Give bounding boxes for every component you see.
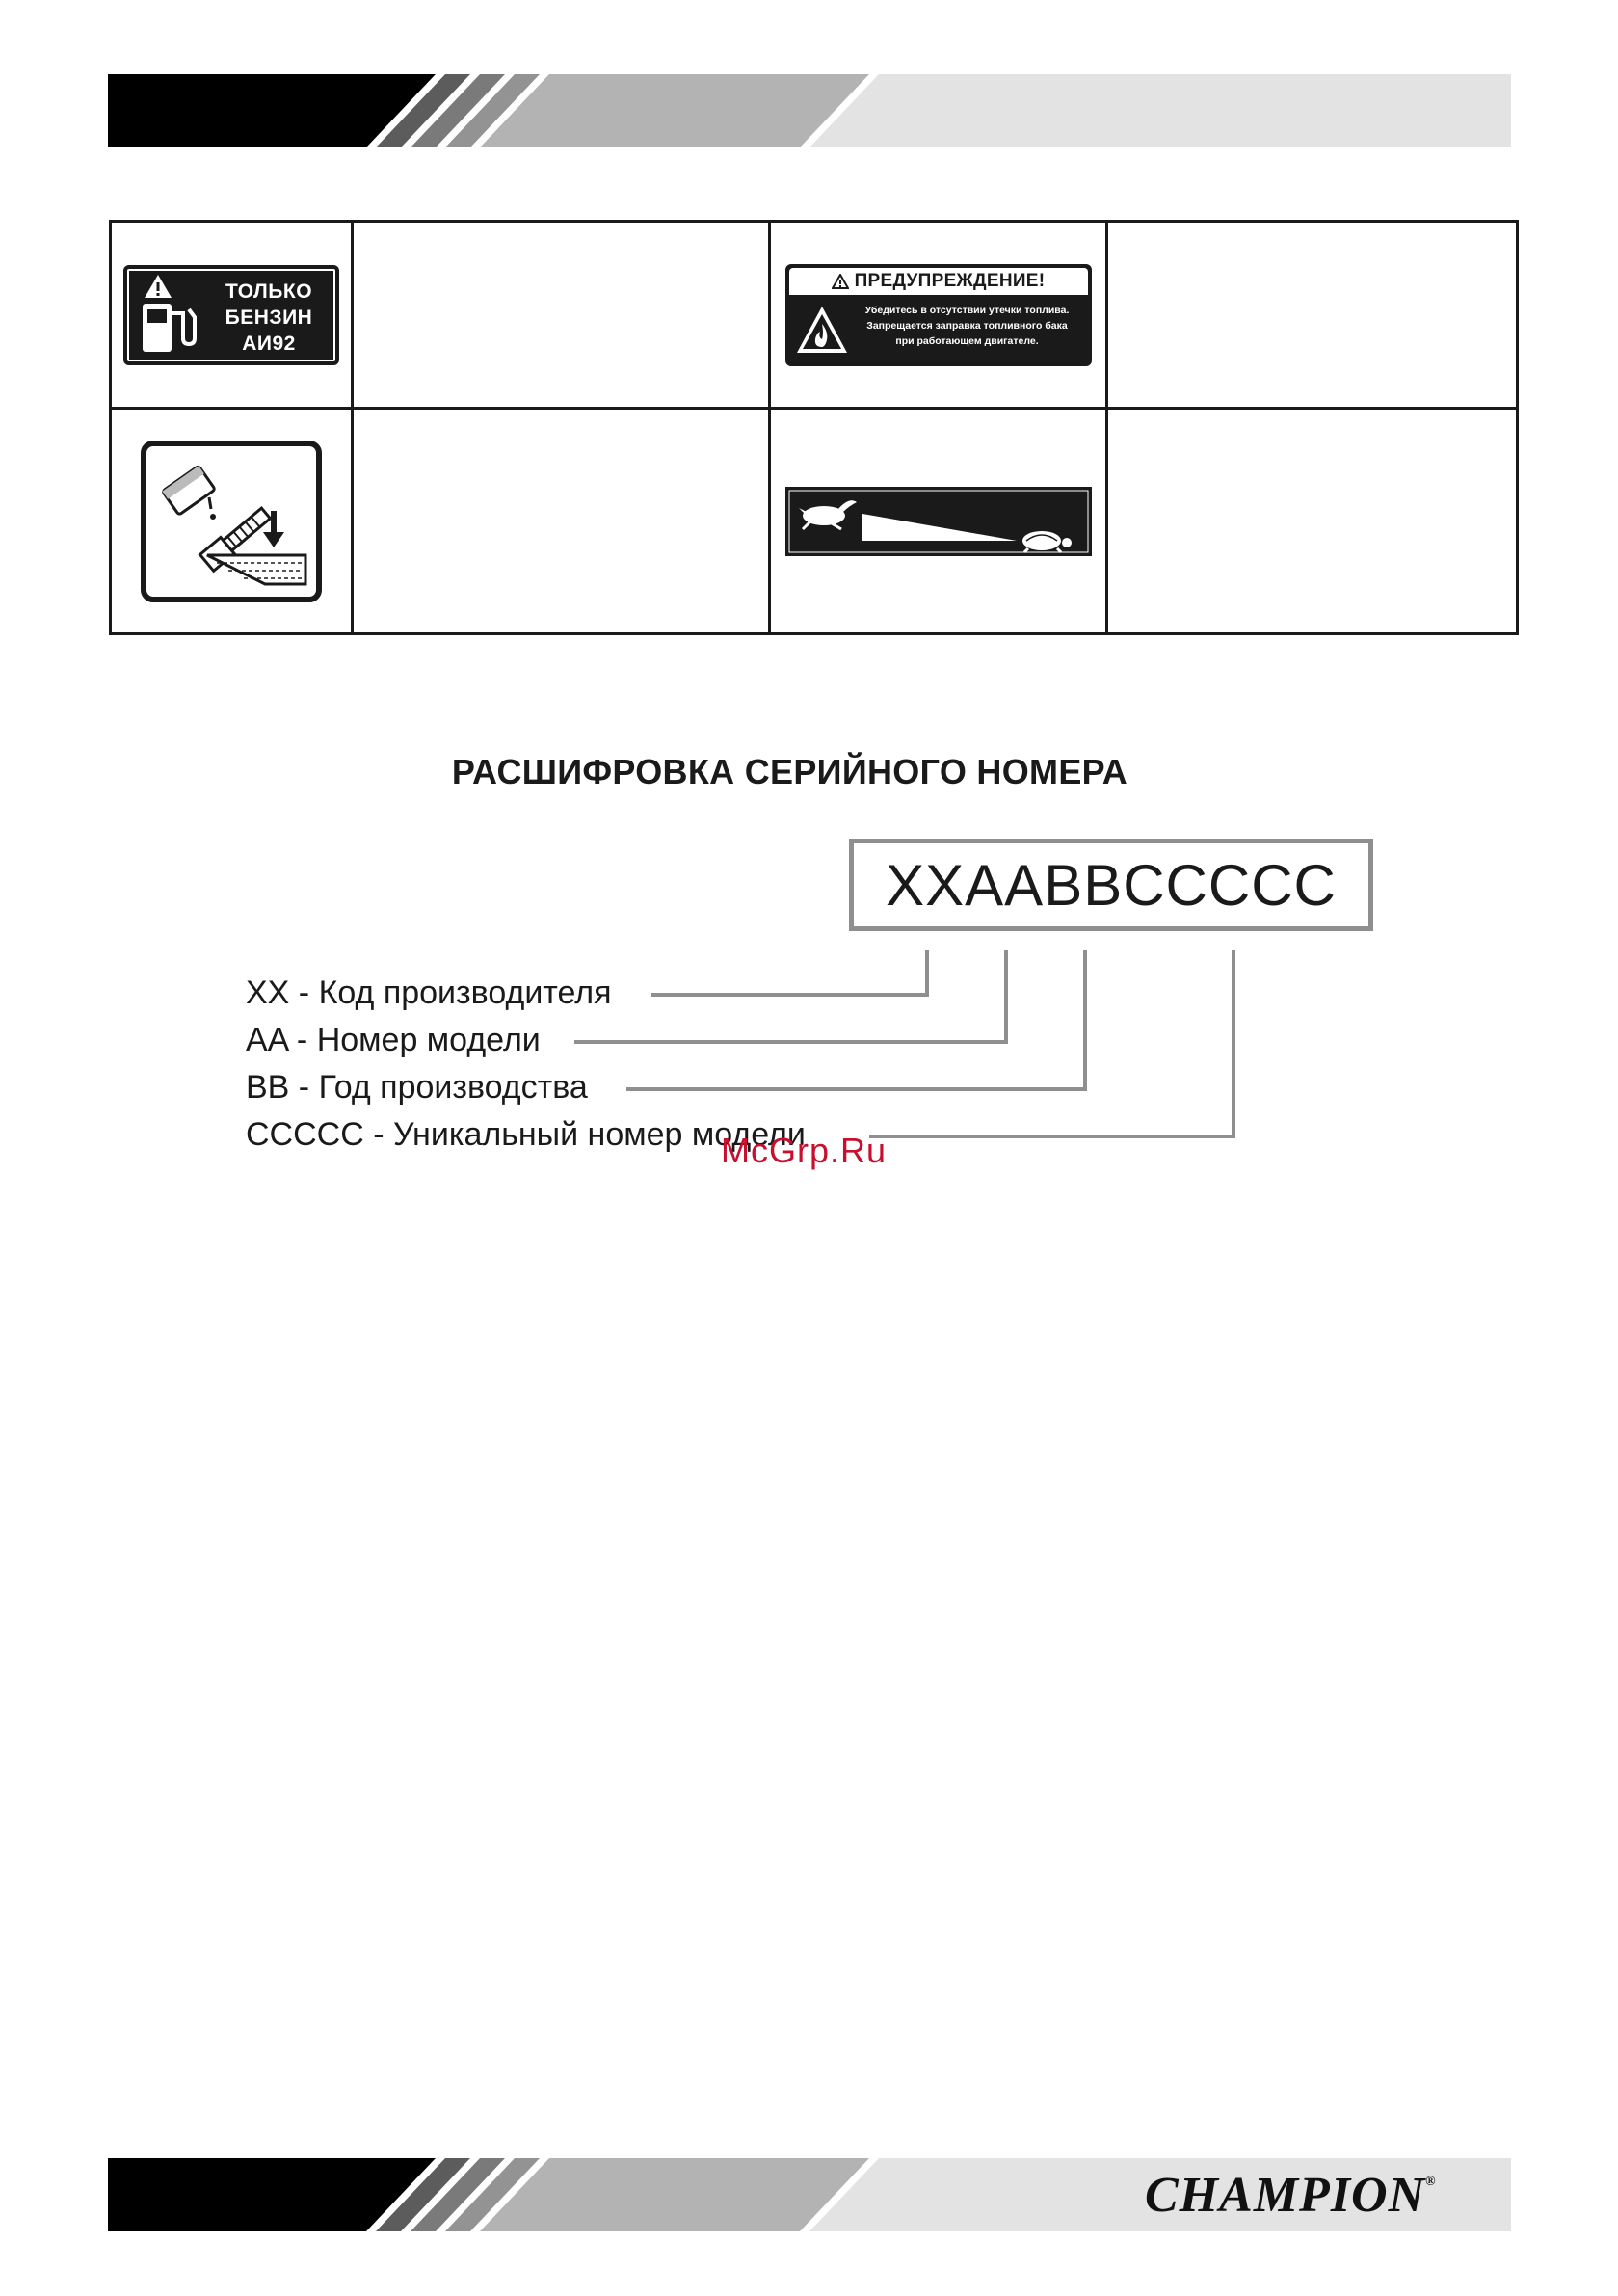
serial-legend-manufacturer: XX - Код производителя [246, 974, 612, 1011]
serial-code: XXAABBCCCCC [886, 852, 1337, 918]
warning-text-line2: Запрещается заправка топливного бака [866, 319, 1068, 332]
fuel-label-line3: АИ92 [242, 332, 296, 355]
warning-heading: ПРЕДУПРЕЖДЕНИЕ! [854, 270, 1046, 291]
warning-text-line1: Убедитесь в отсутствии утечки топлива. [864, 304, 1070, 316]
safety-labels-table [109, 220, 1519, 635]
throttle-speed-label [785, 487, 1092, 556]
header-band [108, 74, 1511, 147]
fuel-label-line1: ТОЛЬКО [225, 280, 313, 303]
fuel-label-line2: БЕНЗИН [225, 306, 313, 329]
fuel-label-cell [111, 222, 353, 409]
fuel-warning-label [785, 264, 1092, 366]
warning-label-description-cell [1107, 222, 1518, 409]
oil-label-description-cell [353, 409, 770, 634]
speed-label-description-cell [1107, 409, 1518, 634]
serial-legend-year: BB - Год производства [246, 1069, 588, 1106]
fuel-pump-icon [135, 275, 204, 356]
oil-label-cell [111, 409, 353, 634]
warning-label-cell [770, 222, 1107, 409]
brand-name: CHAMPION [1145, 2168, 1426, 2223]
warning-triangle-icon [832, 274, 849, 289]
warning-text-line3: при работающем двигателе. [895, 334, 1039, 347]
fuel-label-description-cell [353, 222, 770, 409]
serial-section-title: РАСШИФРОВКА СЕРИЙНОГО НОМЕРА [451, 752, 1128, 791]
serial-legend-unique: CCCCC - Уникальный номер модели [246, 1116, 806, 1153]
serial-code-box [849, 839, 1373, 931]
fuel-only-label [123, 265, 339, 365]
brand-logo [1145, 2167, 1437, 2224]
flame-warning-icon [795, 305, 849, 357]
watermark: McGrp.Ru [721, 1131, 888, 1170]
registered-mark: ® [1425, 2175, 1437, 2189]
serial-legend-model: AA - Номер модели [246, 1022, 541, 1058]
speed-label-cell [770, 409, 1107, 634]
oil-fill-level-icon [140, 440, 323, 603]
